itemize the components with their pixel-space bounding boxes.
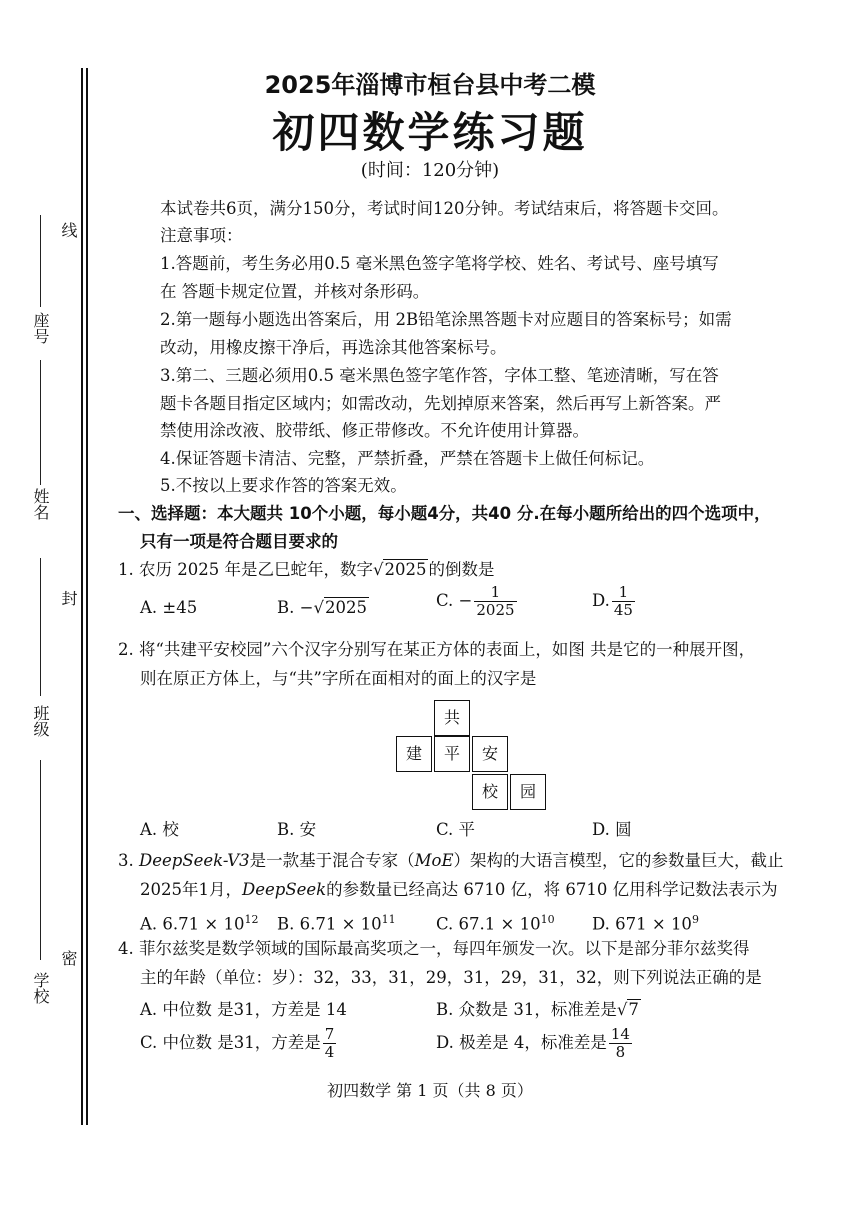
q4-option-c	[140, 1026, 338, 1061]
q3-option-d-base: D. 671 × 10	[592, 914, 692, 934]
net-cell-center: 平	[434, 736, 470, 772]
q2-option-b: B. 安	[277, 820, 317, 839]
net-cell-left: 建	[396, 736, 432, 772]
q3-option-b-base: B. 6.71 × 10	[277, 914, 382, 934]
notice-item-3a: 3.第二、三题必须用0.5 毫米黑色签字笔作答，字体工整、笔迹清晰，写在答	[160, 366, 719, 385]
sqrt-sign: √	[616, 1000, 628, 1019]
q3-text-end: ）架构的大语言模型，它的参数量巨大，截止	[453, 851, 784, 870]
q1-option-c-label: C. −	[436, 591, 473, 610]
q1-option-c-fraction	[474, 584, 516, 619]
sqrt-sign: √	[372, 560, 384, 579]
q3-moe: MoE	[414, 851, 454, 870]
q4-option-c-fraction	[323, 1026, 337, 1061]
q4-option-d-fraction	[609, 1026, 632, 1061]
fraction-numerator: 14	[610, 1025, 630, 1043]
q1-stem-text: 1. 农历 2025 年是乙巳蛇年，数字	[118, 560, 373, 579]
q4-option-d-label: D. 极差是 4，标准差是	[436, 1033, 607, 1052]
fraction-denominator: 4	[324, 1043, 335, 1061]
fraction-denominator: 45	[613, 601, 633, 619]
q1-radicand: 2025	[384, 560, 427, 579]
q1-option-b	[277, 598, 369, 618]
binding-line-outer	[81, 68, 83, 1125]
q2-stem-line-1: 2. 将“共建平安校园”六个汉字分别写在某正方体的表面上，如图 共是它的一种展开图，	[118, 640, 756, 659]
q4-stem-line-1: 4. 菲尔兹奖是数学领域的国际最高奖项之一，每四年颁发一次。以下是部分菲尔兹奖得	[118, 939, 750, 958]
q4-option-b-label: B. 众数是 31，标准差是	[436, 1000, 617, 1019]
q3-stem-line-2	[140, 880, 778, 900]
notice-item-2a: 2.第一题每小题选出答案后，用 2B铅笔涂黑答题卡对应题目的答案标号；如需	[160, 310, 732, 329]
section-heading-1: 一、选择题：本大题共 10个小题，每小题4分，共40 分.在每小题所给出的四个选项中，	[118, 504, 771, 523]
class-label: 班级	[31, 705, 50, 737]
intro-text: 本试卷共6页，满分150分，考试时间120分钟。考试结束后，将答题卡交回。	[160, 199, 729, 218]
q1-option-c	[436, 584, 519, 619]
q1-option-d-fraction	[612, 584, 635, 619]
notice-item-1a: 1.答题前，考生务必用0.5 毫米黑色签字笔将学校、姓名、考试号、座号填写	[160, 254, 719, 273]
q4-option-b-radicand: 7	[628, 1000, 639, 1019]
sqrt-sign: √	[313, 598, 324, 617]
secret-char: 密	[59, 950, 78, 966]
notice-item-4: 4.保证答题卡清洁、完整，严禁折叠，严禁在答题卡上做任何标记。	[160, 449, 655, 468]
q3-option-c-base: C. 67.1 × 10	[436, 914, 541, 934]
q2-option-d: D. 圆	[592, 820, 632, 839]
net-cell-bottom-1: 校	[472, 774, 508, 810]
section-heading-2: 只有一项是符合题目要求的	[140, 532, 338, 551]
fraction-denominator: 2025	[476, 601, 515, 619]
q3-option-c	[436, 910, 555, 935]
fraction-numerator: 1	[612, 584, 635, 602]
page-footer: 初四数学 第 1 页（共 8 页）	[327, 1081, 533, 1100]
q1-option-d-label: D.	[592, 591, 610, 610]
time-note: (时间：120分钟)	[360, 160, 500, 181]
q2-stem-line-2: 则在原正方体上，与“共”字所在面相对的面上的汉字是	[140, 669, 537, 688]
fraction-denominator: 8	[615, 1043, 626, 1061]
q3-text-2: 的参数量已经高达 6710 亿，将 6710 亿用科学记数法表示为	[326, 880, 778, 899]
q2-option-a: A. 校	[140, 820, 179, 839]
fraction-numerator: 1	[474, 584, 516, 602]
line-char: 线	[59, 222, 78, 238]
q3-model-name: DeepSeek-V3	[139, 851, 250, 870]
q1-stem	[118, 560, 494, 580]
notice-title: 注意事项：	[160, 226, 243, 245]
q3-option-a	[140, 910, 258, 935]
net-cell-bottom-2: 园	[510, 774, 546, 810]
q1-option-d	[592, 584, 637, 619]
q3-option-d-exponent: 9	[691, 913, 699, 926]
fraction-numerator: 7	[324, 1025, 335, 1043]
name-blank-top	[40, 360, 41, 485]
class-blank-top	[40, 558, 41, 696]
q1-option-a: A. ±45	[140, 598, 198, 617]
seat-blank	[40, 215, 41, 307]
notice-item-1b: 在 答题卡规定位置，并核对条形码。	[160, 282, 430, 301]
q3-stem-line-1	[118, 851, 784, 871]
name-label: 姓名	[31, 488, 50, 520]
notice-item-3c: 禁使用涂改液、胶带纸、修正带修改。不允许使用计算器。	[160, 421, 589, 440]
q4-option-d	[436, 1026, 634, 1061]
q3-option-d	[592, 910, 699, 935]
exam-title: 2025年淄博市桓台县中考二模	[264, 71, 596, 99]
notice-item-5: 5.不按以上要求作答的答案无效。	[160, 476, 407, 495]
q3-option-c-exponent: 10	[540, 913, 555, 926]
subject-title: 初四数学练习题	[272, 108, 588, 157]
q3-number: 3.	[118, 851, 139, 870]
q4-option-b	[436, 1000, 641, 1020]
binding-line-inner	[86, 68, 88, 1125]
q1-stem-end: 的倒数是	[428, 560, 495, 579]
seal-char: 封	[59, 590, 78, 606]
q3-option-b-exponent: 11	[381, 913, 396, 926]
q4-option-c-label: C. 中位数 是31，方差是	[140, 1033, 321, 1052]
q3-option-a-exponent: 12	[244, 913, 259, 926]
net-cell-top: 共	[434, 700, 470, 736]
q4-stem-line-2: 主的年龄（单位：岁）：32，33，31，29，31，29，31，32，则下列说法正确的是	[140, 968, 762, 987]
q3-deepseek: DeepSeek	[242, 880, 327, 899]
q1-option-b-radicand: 2025	[324, 598, 367, 617]
net-cell-right: 安	[472, 736, 508, 772]
q1-option-b-label: B. −	[277, 598, 314, 617]
notice-item-2b: 改动，用橡皮擦干净后，再选涂其他答案标号。	[160, 338, 507, 357]
q4-option-a: A. 中位数 是31，方差是 14	[140, 1000, 347, 1019]
q3-date: 2025年1月，	[140, 880, 242, 899]
q3-option-b	[277, 910, 396, 935]
school-label: 学校	[31, 972, 50, 1004]
seat-label: 座号	[31, 312, 50, 344]
notice-item-3b: 题卡各题目指定区域内；如需改动，先划掉原来答案，然后再写上新答案。严	[160, 394, 721, 413]
class-blank-bottom	[40, 760, 41, 960]
q3-text: 是一款基于混合专家（	[249, 851, 415, 870]
q2-option-c: C. 平	[436, 820, 476, 839]
q3-option-a-base: A. 6.71 × 10	[140, 914, 245, 934]
